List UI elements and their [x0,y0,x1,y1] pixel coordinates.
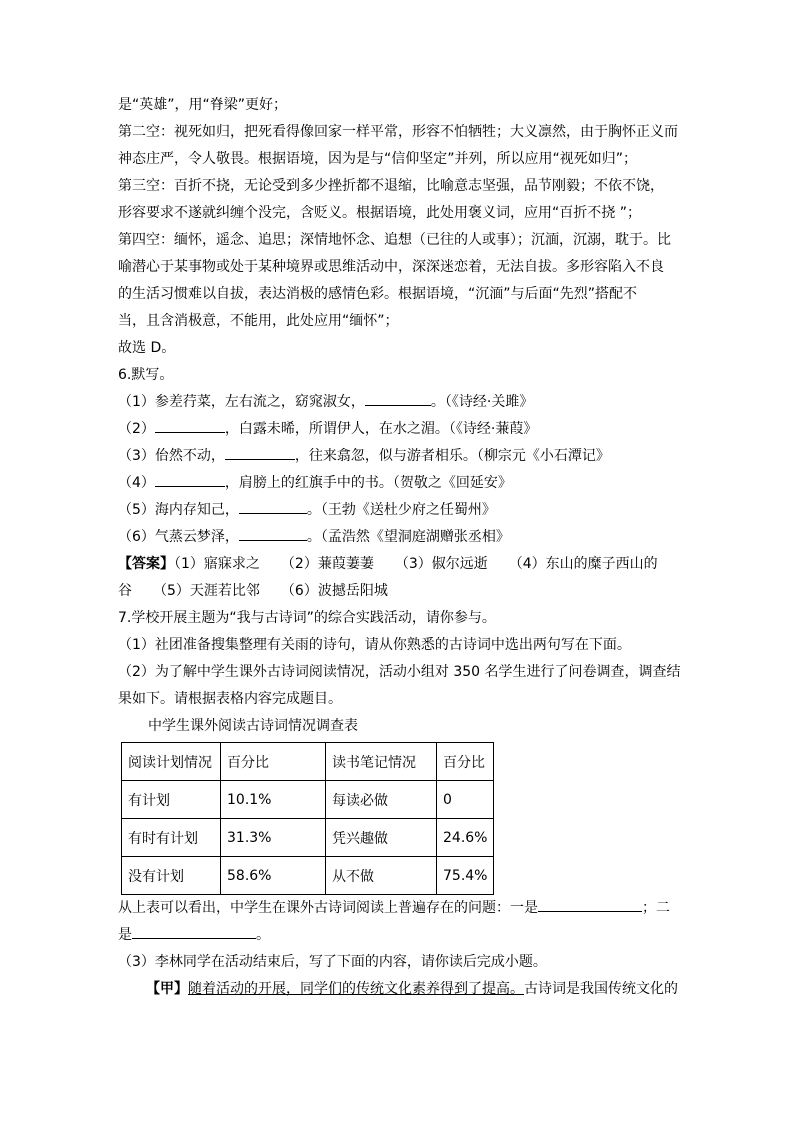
question-7-intro: 7.学校开展主题为“我与古诗词”的综合实践活动，请你参与。 [118,610,496,626]
table-cell: 75.4% [437,857,494,895]
q6-item-suffix: ，往来翕忽，似与游者相乐。（柳宗元《小石潭记》 [294,448,610,464]
table-cell: 0 [437,781,494,819]
survey-table [121,742,494,895]
conclusion-text: 从上表可以看出，中学生在课外古诗词阅读上普遍存在的问题：一是 [118,900,538,916]
conclusion-line [118,895,678,922]
text-line: 第四空：缅怀，遥念、追思；深情地怀念、追想（已往的人或事）；沉湎，沉溺，耽于。比 [118,232,671,248]
answer-blank[interactable] [365,391,431,406]
underlined-sentence: 随着活动的开展，同学们的传统文化素养得到了提高。 [188,981,524,997]
text-line: 第二空：视死如归，把死看得像回家一样平常，形容不怕牺牲；大义凛然，由于胸怀正义而 [118,124,678,140]
table-cell: 有时有计划 [122,819,221,857]
conclusion-text: 。 [256,927,270,943]
answer-line: 谷 （5）天涯若比邻 （6）波撼岳阳城 [118,583,388,599]
text-line: 当，且含消极意，不能用，此处应用“缅怀”； [118,313,399,329]
answer-label: 【答案】 [118,556,174,572]
table-row [122,857,494,895]
q6-item-prefix: （4） [118,475,155,491]
text-line: 的生活习惯难以自拔，表达消极的感情色彩。根据语境，“沉湎”与后面“先烈”搭配不 [118,286,638,302]
table-cell: 没有计划 [122,857,221,895]
q6-item-prefix: （6）气蒸云梦泽， [118,529,239,545]
q6-item-prefix: （1）参差荇菜，左右流之，窈窕淑女， [118,394,365,410]
table-title: 中学生课外阅读古诗词情况调查表 [148,718,358,734]
q6-item [118,470,678,497]
text-line: 第三空：百折不挠，无论受到多少挫折都不退缩，比喻意志坚强，品节刚毅；不依不饶， [118,178,664,194]
table-cell: 24.6% [437,819,494,857]
q6-item-suffix: ，肩膀上的红旗手中的书。（贺敬之《回延安》 [224,475,512,491]
q6-item [118,524,678,551]
table-cell: 有计划 [122,781,221,819]
text-line: 形容要求不遂就纠缠个没完，含贬义。根据语境，此处用褒义词，应用“百折不挠 ”； [118,205,641,221]
table-header-row [122,743,494,781]
text-line: 神态庄严，令人敬畏。根据语境，因为是与“信仰坚定”并列，所以应用“视死如归”； [118,151,638,167]
q6-item-suffix: 。（孟浩然《望洞庭湖赠张丞相》 [306,529,510,545]
jia-text: 古诗词是我国传统文化的 [524,981,678,997]
table-cell: 从不做 [326,857,437,895]
text-line: 喻潜心于某事物或处于某种境界或思维活动中，深深迷恋着，无法自拔。多形容陷入不良 [118,259,664,275]
table-cell: 10.1% [221,781,326,819]
q6-item-suffix: 。（王勃《送杜少府之任蜀州》 [306,502,496,518]
answer-blank[interactable] [155,472,225,487]
table-cell: 凭兴趣做 [326,819,437,857]
q7-part-1: （1）社团准备搜集整理有关雨的诗句，请从你熟悉的古诗词中选出两句写在下面。 [118,637,631,653]
table-cell: 每读必做 [326,781,437,819]
q7-part-2: （2）为了解中学生课外古诗词阅读情况，活动小组对 350 名学生进行了问卷调查，调查结 [118,664,681,680]
answer-blank[interactable] [538,897,642,912]
table-row [122,781,494,819]
jia-label: 【甲】 [146,981,188,997]
table-header-cell: 百分比 [437,743,494,781]
conclusion-line [118,922,678,949]
q6-item-suffix: 。（《诗经·关雎》 [430,394,534,410]
q6-item-prefix: （5）海内存知己， [118,502,239,518]
table-row [122,819,494,857]
q6-item-prefix: （2） [118,421,155,437]
answer-blank[interactable] [239,499,307,514]
q6-item [118,389,678,416]
answer-blank[interactable] [239,526,307,541]
jia-paragraph [118,976,678,1003]
q6-item-prefix: （3）佁然不动， [118,448,225,464]
table-header-cell: 读书笔记情况 [326,743,437,781]
conclusion-text: ；二 [642,900,670,916]
question-6-title: 6.默写。 [118,367,174,383]
q7-part-3: （3）李林同学在活动结束后，写了下面的内容，请你读后完成小题。 [118,954,547,970]
table-cell: 31.3% [221,819,326,857]
text-line: 是“英雄”，用“脊梁”更好； [118,97,288,113]
document-page [118,92,681,1003]
table-cell: 58.6% [221,857,326,895]
answer-line [118,551,678,578]
answer-blank[interactable] [132,924,256,939]
answer-blank[interactable] [155,418,225,433]
answer-text: （1）寤寐求之 （2）蒹葭萋萋 （3）俶尔远逝 （4）东山的糜子西山的 [174,556,658,572]
conclusion-text: 是 [118,927,132,943]
answer-blank[interactable] [225,445,295,460]
q6-item [118,416,678,443]
q6-item-suffix: ，白露未晞，所谓伊人，在水之湄。（《诗经·蒹葭》 [224,421,538,437]
q6-item [118,497,678,524]
q7-part-2-cont: 果如下。请根据表格内容完成题目。 [118,691,342,707]
q6-item [118,443,678,470]
table-header-cell: 阅读计划情况 [122,743,221,781]
table-header-cell: 百分比 [221,743,326,781]
text-line: 故选 D。 [118,340,176,356]
